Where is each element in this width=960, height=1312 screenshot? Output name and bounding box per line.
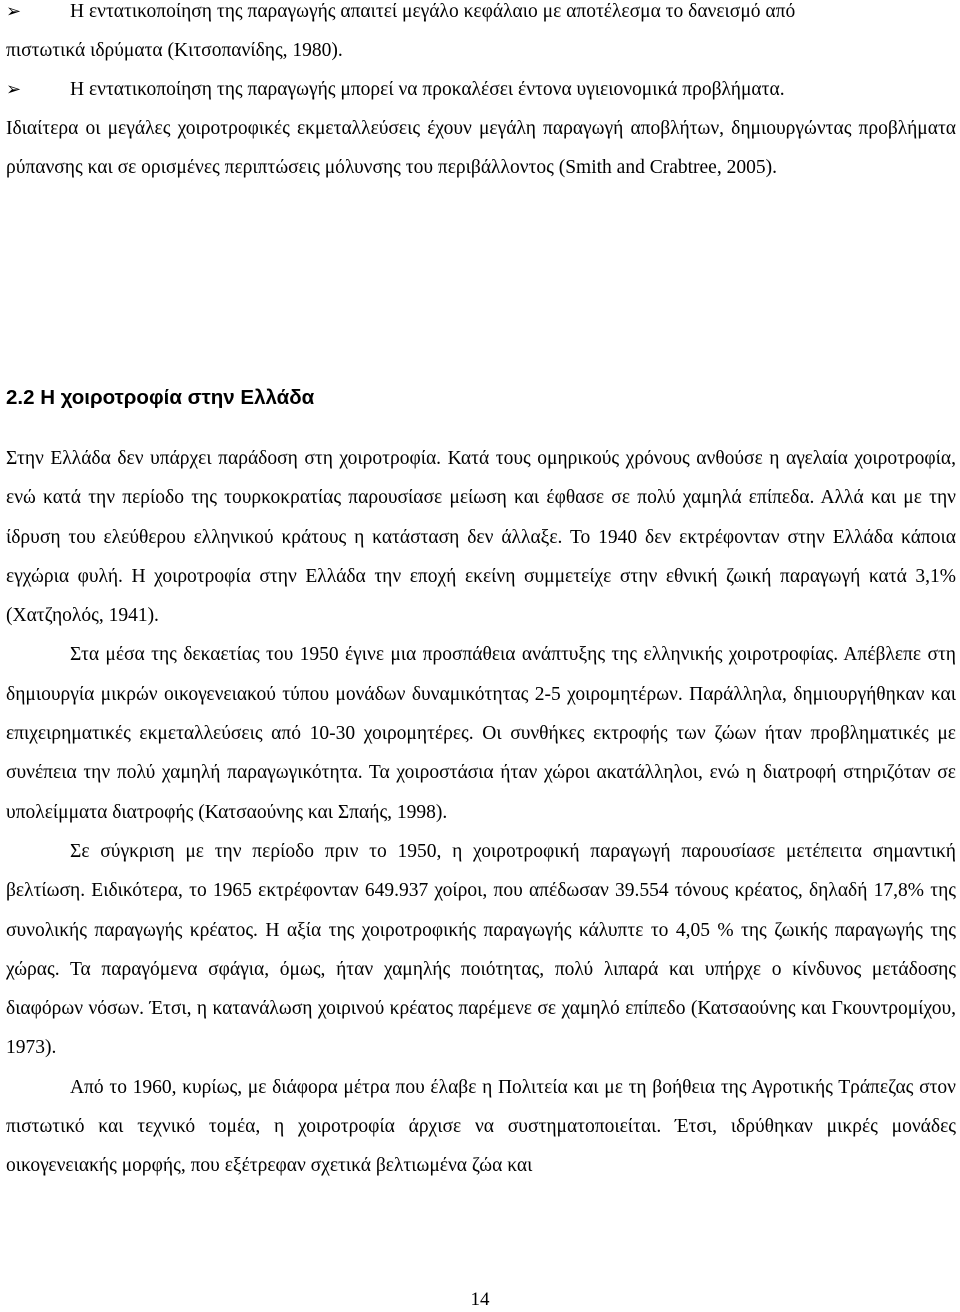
paragraph-comparison: Σε σύγκριση με την περίοδο πριν το 1950, η χοιροτροφική παραγωγή παρουσίασε μετέπειτα σημαντική βελτίωση. Ειδικότερα, το 1965 εκτρέφονταν 649.937 χοίροι, που απέδωσαν 39.554 τόνους κρέατος, δηλαδή 17,8% της συνολικής παραγωγής κρέατος. Η αξία της χοιροτροφικής παραγωγής κάλυπτε το 4,05 % της ζωικής παραγωγής της χώρας. Τα παραγόμενα σφάγια, όμως, ήταν χαμηλής ποιότητας, πολύ λιπαρά και υπήρχε ο κίνδυνος μετάδοσης διαφόρων νόσων. Έτσι, η κατανάλωση χοιρινού κρέατος παρέμενε σε χαμηλό επίπεδο (Κατσαούνης και Γκουντρομίχου, 1973). bbox=[6, 840, 956, 1059]
paragraph-1950s: Στα μέσα της δεκαετίας του 1950 έγινε μια προσπάθεια ανάπτυξης της ελληνικής χοιροτροφίας. Απέβλεπε στη δημιουργία μικρών οικογενειακού τύπου μονάδων δυναμικότητας 2-5 χοιρομητέρων. Παράλληλα, δημιουργήθηκαν και επιχειρηματικές εκμεταλλεύσεις από 10-30 χοιρομητέρες. Οι συνθήκες εκτροφής των ζώων ήταν προβληματικές με συνέπεια την πολύ χαμηλή παραγωγικότητα. Τα χοιροστάσια ήταν χώροι ακατάλληλοι, ενώ η διατροφή στηριζόταν σε υπολείμματα διατροφής (Κατσαούνης και Σπαής, 1998). bbox=[6, 644, 956, 823]
bullet-section bbox=[6, 0, 956, 187]
bullet-list bbox=[6, 0, 956, 187]
bullet-text-continuation: πιστωτικά ιδρύματα (Κιτσοπανίδης, 1980). bbox=[6, 40, 343, 61]
bullet-item-health-problems bbox=[6, 70, 956, 187]
section-heading: 2.2 Η χοιροτροφία στην Ελλάδα bbox=[6, 386, 315, 409]
paragraph-1960: Από το 1960, κυρίως, με διάφορα μέτρα που έλαβε η Πολιτεία και με τη βοήθεια της Αγροτικής Τράπεζας στον πιστωτικό και τεχνικό τομέα, η χοιροτροφία άρχισε να συστηματοποιείται. Έτσι, ιδρύθηκαν μικρές μονάδες οικογενειακής μορφής, που εξέτρεφαν σχετικά βελτιωμένα ζώα και bbox=[6, 1076, 956, 1177]
bullet-item-financing bbox=[6, 0, 956, 70]
section-body bbox=[6, 439, 956, 1186]
arrowhead-bullet-icon: ➢ bbox=[6, 1, 22, 22]
page-number: 14 bbox=[470, 1289, 490, 1310]
paragraph-history: Στην Ελλάδα δεν υπάρχει παράδοση στη χοιροτροφία. Κατά τους ομηρικούς χρόνους ανθούσε η αγελαία χοιροτροφία, ενώ κατά την περίοδο της τουρκοκρατίας παρουσίασε μείωση και έφθασε σε πολύ χαμηλά επίπεδα. Αλλά και με την ίδρυση του ελεύθερου ελληνικού κράτους η κατάσταση δεν άλλαξε. Το 1940 δεν εκτρέφονταν στην Ελλάδα κάποια εγχώρια φυλή. Η χοιροτροφία στην Ελλάδα την εποχή εκείνη συμμετείχε στην εθνική ζωική παραγωγή κατά 3,1% (Χατζηολός, 1941). bbox=[6, 448, 956, 627]
arrowhead-bullet-icon: ➢ bbox=[6, 79, 22, 100]
bullet-text-first-line: Η εντατικοποίηση της παραγωγής μπορεί να προκαλέσει έντονα υγιειονομικά προβλήματα. bbox=[70, 79, 785, 100]
bullet-text-first-line: Η εντατικοποίηση της παραγωγής απαιτεί μεγάλο κεφάλαιο με αποτέλεσμα το δανεισμό από bbox=[70, 1, 796, 22]
bullet-text-continuation: Ιδιαίτερα οι μεγάλες χοιροτροφικές εκμεταλλεύσεις έχουν μεγάλη παραγωγή αποβλήτων, δημιουργώντας προβλήματα ρύπανσης και σε ορισμένες περιπτώσεις μόλυνσης του περιβάλλοντος (Smith and Crabtree, 2005). bbox=[6, 118, 956, 178]
